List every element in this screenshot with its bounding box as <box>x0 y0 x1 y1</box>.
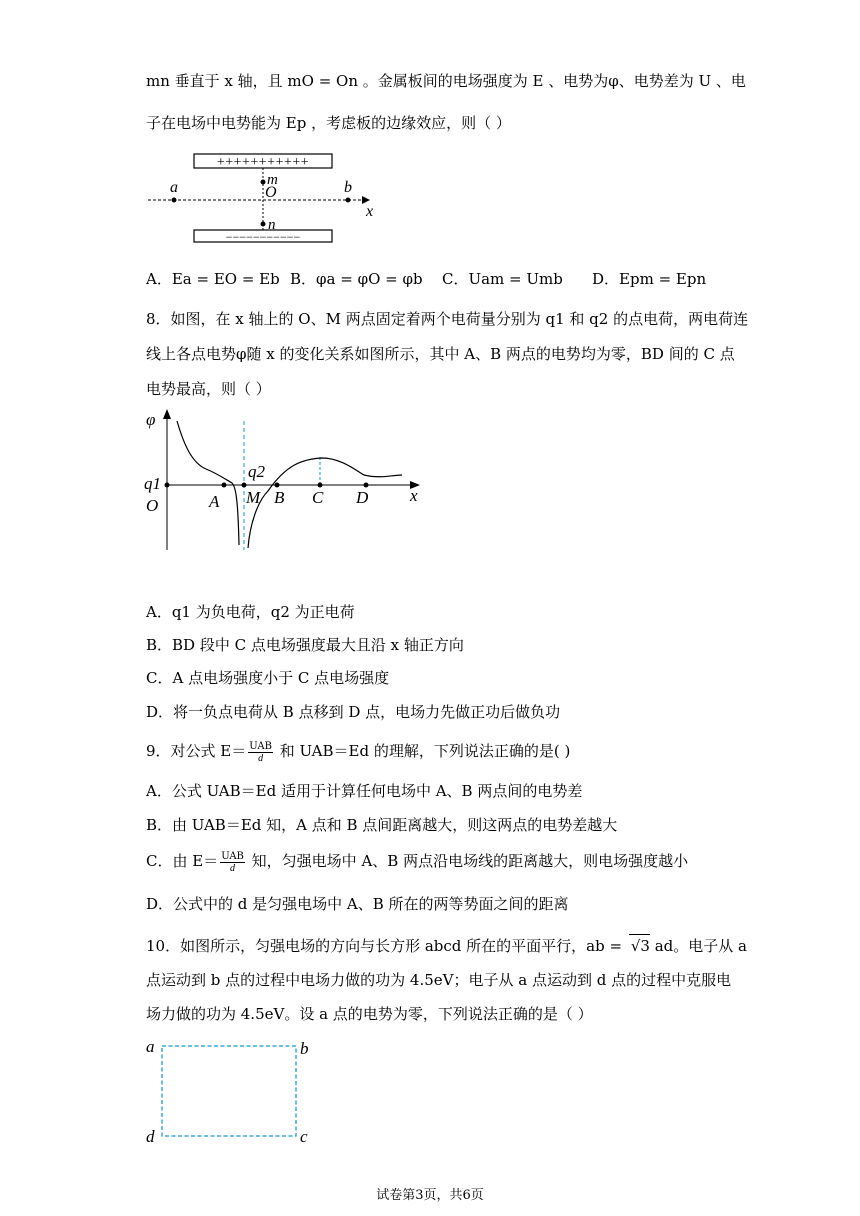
q7-label-a: a <box>170 179 178 196</box>
q9-option-a[interactable]: A．公式 UAB＝Ed 适用于计算任何电场中 A、B 两点间的电势差 <box>146 782 583 800</box>
q7-label-m: m <box>267 172 278 188</box>
q10-stem-line1 <box>146 934 747 957</box>
q10-label-d: d <box>146 1127 155 1146</box>
q7-top-plate-charges: +++++++++++ <box>216 155 310 170</box>
q8-option-b[interactable]: B．BD 段中 C 点电场强度最大且沿 x 轴正方向 <box>146 636 464 654</box>
q10-label-b: b <box>300 1039 309 1058</box>
q7-option-a[interactable]: A．Ea = EO = Eb <box>146 270 280 288</box>
q7-options <box>146 268 706 290</box>
q10-stem-line1-prefix: 10．如图所示，匀强电场的方向与长方形 abcd 所在的平面平行，ab = <box>146 937 627 955</box>
q8-option-d[interactable]: D．将一负点电荷从 B 点移到 D 点，电场力先做正功后做负功 <box>146 703 561 721</box>
q9-option-c[interactable] <box>146 850 688 874</box>
q10-stem-line1-suffix: ad。电子从 a <box>649 937 747 955</box>
q8-option-a[interactable]: A．q1 为负电荷，q2 为正电荷 <box>146 603 355 621</box>
q7-label-O: O <box>265 184 277 201</box>
q8-label-D: D <box>356 488 369 507</box>
q8-label-M: M <box>246 488 261 507</box>
q7-option-c[interactable]: C．Uam = Umb <box>442 270 563 288</box>
q8-label-O: O <box>146 496 159 515</box>
q8-label-B: B <box>274 488 285 507</box>
q10-label-a: a <box>146 1037 155 1056</box>
q7-label-b: b <box>344 179 352 196</box>
q7-option-d[interactable]: D．Epm = Epn <box>592 270 707 288</box>
q9-option-b[interactable]: B．由 UAB＝Ed 知，A 点和 B 点间距离越大，则这两点的电势差越大 <box>146 816 618 834</box>
q10-sqrt: √3 <box>629 934 650 957</box>
q10-stem-line2: 点运动到 b 点的过程中电场力做的功为 4.5eV；电子从 a 点运动到 d 点的过程中克服电 <box>146 971 732 989</box>
q8-option-c[interactable]: C．A 点电场强度小于 C 点电场强度 <box>146 669 390 687</box>
q8-label-q2: q2 <box>248 462 265 481</box>
q10-figure <box>140 1036 320 1146</box>
q7-label-x: x <box>366 203 374 220</box>
q7-option-b[interactable]: B．φa = φO = φb <box>290 270 423 288</box>
q10-label-c: c <box>300 1127 308 1146</box>
q8-stem-line1: 8．如图，在 x 轴上的 O、M 两点固定着两个电荷量分别为 q1 和 q2 的点电荷，两电荷连 <box>146 310 749 328</box>
q9-option-c-suffix: 知，匀强电场中 A、B 两点沿电场线的距离越大，则电场强度越小 <box>246 852 689 870</box>
q7-stem-line2: 子在电场中电势能为 Ep ，考虑板的边缘效应，则（ ） <box>146 114 511 132</box>
q7-bottom-plate-charges: −−−−−−−−−−− <box>225 230 301 244</box>
q9-option-c-frac-numerator: UAB <box>221 850 244 862</box>
q9-option-c-fraction <box>220 851 245 874</box>
page-footer: 试卷第3页，共6页 <box>376 1188 484 1203</box>
q9-option-d[interactable]: D．公式中的 d 是匀强电场中 A、B 所在的两等势面之间的距离 <box>146 895 569 913</box>
q7-label-n: n <box>268 217 276 233</box>
q9-frac-numerator: UAB <box>249 740 272 752</box>
q8-stem-line3: 电势最高，则（ ） <box>146 380 271 398</box>
q10-stem-line3: 场力做的功为 4.5eV。设 a 点的电势为零，下列说法正确的是（ ） <box>146 1005 593 1023</box>
q7-stem-line1: mn 垂直于 x 轴，且 mO = On 。金属板间的电场强度为 E 、电势为φ、电势差为 U 、电 <box>146 72 746 90</box>
q9-stem <box>146 740 570 764</box>
q9-option-c-frac-denominator: d <box>230 862 236 874</box>
q9-frac-denominator: d <box>258 752 264 764</box>
q7-figure <box>140 148 400 248</box>
q8-label-C: C <box>312 488 324 507</box>
q9-stem-suffix: 和 UAB＝Ed 的理解，下列说法正确的是( ) <box>274 742 571 760</box>
q8-label-A: A <box>209 492 220 511</box>
q9-fraction <box>248 741 273 764</box>
q8-label-q1: q1 <box>144 474 161 493</box>
q9-stem-prefix: 9．对公式 E＝ <box>146 742 247 760</box>
q8-figure <box>140 405 430 555</box>
q10-sqrt-value: 3 <box>640 937 650 955</box>
q8-label-x: x <box>410 486 418 505</box>
q9-option-c-prefix: C．由 E＝ <box>146 852 219 870</box>
q8-stem-line2: 线上各点电势φ随 x 的变化关系如图所示，其中 A、B 两点的电势均为零，BD 间的 C 点 <box>146 345 735 363</box>
q8-label-phi: φ <box>146 410 156 429</box>
